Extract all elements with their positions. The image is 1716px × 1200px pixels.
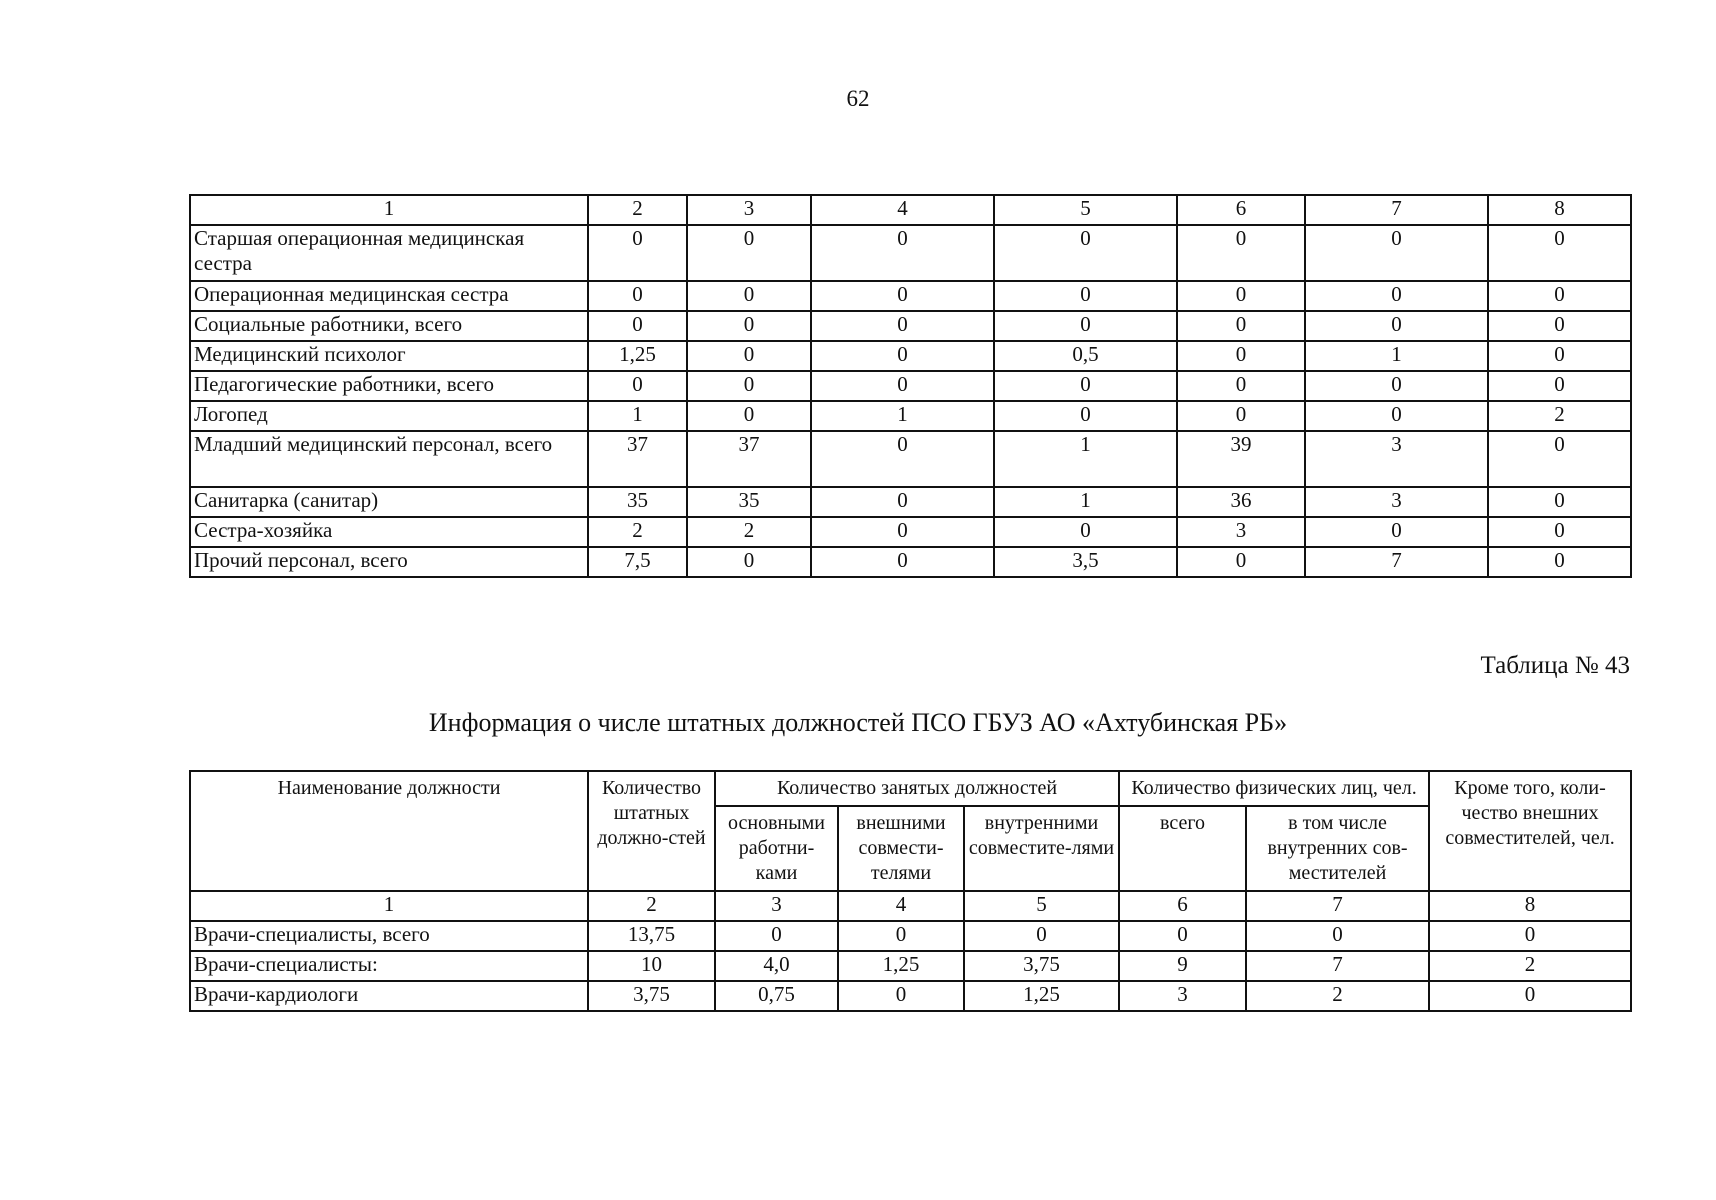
value-cell: 0 <box>811 371 994 401</box>
column-number: 1 <box>190 891 588 921</box>
value-cell: 0 <box>1305 225 1488 281</box>
table-row <box>190 517 1631 547</box>
table-row <box>190 921 1631 951</box>
column-number: 6 <box>1119 891 1246 921</box>
column-number-row <box>190 891 1631 921</box>
value-cell: 7 <box>1246 951 1429 981</box>
value-cell: 3 <box>1177 517 1305 547</box>
value-cell: 9 <box>1119 951 1246 981</box>
value-cell: 36 <box>1177 487 1305 517</box>
table-row <box>190 281 1631 311</box>
value-cell: 0 <box>811 311 994 341</box>
value-cell: 0 <box>1429 981 1631 1011</box>
column-number: 8 <box>1488 195 1631 225</box>
column-number: 5 <box>994 195 1177 225</box>
value-cell: 0 <box>1488 311 1631 341</box>
header-by-internal-part-timers: внутренними совместите-лями <box>964 806 1119 891</box>
column-number: 1 <box>190 195 588 225</box>
value-cell: 0 <box>811 517 994 547</box>
value-cell: 0 <box>687 341 811 371</box>
value-cell: 0 <box>838 921 964 951</box>
value-cell: 0 <box>811 547 994 577</box>
value-cell: 0,5 <box>994 341 1177 371</box>
value-cell: 3 <box>1119 981 1246 1011</box>
value-cell: 2 <box>588 517 687 547</box>
table-row <box>190 225 1631 281</box>
value-cell: 0 <box>687 371 811 401</box>
value-cell: 0 <box>994 225 1177 281</box>
position-name-cell: Санитарка (санитар) <box>190 487 588 517</box>
value-cell: 0 <box>994 517 1177 547</box>
value-cell: 2 <box>1488 401 1631 431</box>
value-cell: 0 <box>1177 281 1305 311</box>
column-number: 3 <box>687 195 811 225</box>
value-cell: 0 <box>687 547 811 577</box>
header-individuals-total: всего <box>1119 806 1246 891</box>
value-cell: 0 <box>1246 921 1429 951</box>
value-cell: 0 <box>588 225 687 281</box>
staff-positions-table-43 <box>189 770 1632 1012</box>
value-cell: 0 <box>1177 401 1305 431</box>
value-cell: 0 <box>588 311 687 341</box>
value-cell: 2 <box>687 517 811 547</box>
value-cell: 3,75 <box>964 951 1119 981</box>
value-cell: 0 <box>994 401 1177 431</box>
value-cell: 1 <box>994 431 1177 487</box>
column-number: 2 <box>588 195 687 225</box>
value-cell: 0 <box>838 981 964 1011</box>
table-row <box>190 951 1631 981</box>
value-cell: 0 <box>994 281 1177 311</box>
value-cell: 39 <box>1177 431 1305 487</box>
table-row <box>190 981 1631 1011</box>
header-position-name: Наименование должности <box>190 771 588 891</box>
header-external-part-timers-count: Кроме того, коли-чество внешних совместителей, чел. <box>1429 771 1631 891</box>
table-row <box>190 401 1631 431</box>
value-cell: 0 <box>811 225 994 281</box>
value-cell: 2 <box>1429 951 1631 981</box>
value-cell: 37 <box>687 431 811 487</box>
column-number: 3 <box>715 891 838 921</box>
value-cell: 0 <box>1177 225 1305 281</box>
column-number: 5 <box>964 891 1119 921</box>
column-number: 4 <box>838 891 964 921</box>
value-cell: 0 <box>687 281 811 311</box>
position-name-cell: Врачи-специалисты, всего <box>190 921 588 951</box>
table-caption: Таблица № 43 <box>1480 652 1630 679</box>
value-cell: 13,75 <box>588 921 715 951</box>
value-cell: 0 <box>1177 371 1305 401</box>
column-number: 2 <box>588 891 715 921</box>
column-number: 6 <box>1177 195 1305 225</box>
position-name-cell: Операционная медицинская сестра <box>190 281 588 311</box>
value-cell: 1,25 <box>964 981 1119 1011</box>
table-row <box>190 431 1631 487</box>
value-cell: 0 <box>964 921 1119 951</box>
position-name-cell: Педагогические работники, всего <box>190 371 588 401</box>
value-cell: 0 <box>1177 547 1305 577</box>
value-cell: 0 <box>1119 921 1246 951</box>
value-cell: 0 <box>994 311 1177 341</box>
value-cell: 3,5 <box>994 547 1177 577</box>
position-name-cell: Сестра-хозяйка <box>190 517 588 547</box>
position-name-cell: Младший медицинский персонал, всего <box>190 431 588 487</box>
value-cell: 0 <box>1488 431 1631 487</box>
table-row <box>190 371 1631 401</box>
value-cell: 7 <box>1305 547 1488 577</box>
value-cell: 0 <box>1488 517 1631 547</box>
value-cell: 0 <box>1488 341 1631 371</box>
table-title: Информация о числе штатных должностей ПСО ГБУЗ АО «Ахтубинская РБ» <box>428 708 1288 737</box>
value-cell: 0 <box>715 921 838 951</box>
value-cell: 0 <box>1429 921 1631 951</box>
header-row <box>190 771 1631 806</box>
value-cell: 35 <box>687 487 811 517</box>
header-by-main-workers: основными работни-ками <box>715 806 838 891</box>
value-cell: 1 <box>994 487 1177 517</box>
header-individuals: Количество физических лиц, чел. <box>1119 771 1429 806</box>
value-cell: 1 <box>811 401 994 431</box>
value-cell: 0 <box>588 281 687 311</box>
column-number: 7 <box>1246 891 1429 921</box>
column-number: 7 <box>1305 195 1488 225</box>
header-staff-positions: Количество штатных должно-стей <box>588 771 715 891</box>
value-cell: 0 <box>1488 225 1631 281</box>
value-cell: 0 <box>687 225 811 281</box>
header-by-external-part-timers: внешними совмести-телями <box>838 806 964 891</box>
position-name-cell: Старшая операционная медицинская сестра <box>190 225 588 281</box>
column-number: 4 <box>811 195 994 225</box>
value-cell: 0 <box>1488 371 1631 401</box>
value-cell: 3 <box>1305 431 1488 487</box>
value-cell: 0 <box>588 371 687 401</box>
page-number: 62 <box>846 86 870 111</box>
value-cell: 0 <box>687 311 811 341</box>
value-cell: 0 <box>811 431 994 487</box>
value-cell: 1 <box>588 401 687 431</box>
position-name-cell: Врачи-специалисты: <box>190 951 588 981</box>
column-number: 8 <box>1429 891 1631 921</box>
value-cell: 0 <box>1177 311 1305 341</box>
value-cell: 0 <box>1488 487 1631 517</box>
table-row <box>190 547 1631 577</box>
position-name-cell: Медицинский психолог <box>190 341 588 371</box>
position-name-cell: Прочий персонал, всего <box>190 547 588 577</box>
value-cell: 3 <box>1305 487 1488 517</box>
value-cell: 4,0 <box>715 951 838 981</box>
value-cell: 0,75 <box>715 981 838 1011</box>
value-cell: 0 <box>811 487 994 517</box>
value-cell: 7,5 <box>588 547 687 577</box>
value-cell: 0 <box>1488 547 1631 577</box>
value-cell: 1,25 <box>588 341 687 371</box>
value-cell: 1,25 <box>838 951 964 981</box>
value-cell: 0 <box>1305 517 1488 547</box>
value-cell: 0 <box>1305 311 1488 341</box>
value-cell: 0 <box>994 371 1177 401</box>
continued-staff-table <box>189 194 1632 578</box>
header-including-internal: в том числе внутренних сов-местителей <box>1246 806 1429 891</box>
table-row <box>190 311 1631 341</box>
value-cell: 0 <box>1177 341 1305 371</box>
position-name-cell: Врачи-кардиологи <box>190 981 588 1011</box>
value-cell: 0 <box>811 341 994 371</box>
value-cell: 0 <box>1305 371 1488 401</box>
value-cell: 0 <box>687 401 811 431</box>
value-cell: 35 <box>588 487 687 517</box>
value-cell: 3,75 <box>588 981 715 1011</box>
value-cell: 37 <box>588 431 687 487</box>
value-cell: 0 <box>1305 401 1488 431</box>
position-name-cell: Логопед <box>190 401 588 431</box>
value-cell: 0 <box>1305 281 1488 311</box>
value-cell: 0 <box>811 281 994 311</box>
value-cell: 10 <box>588 951 715 981</box>
value-cell: 2 <box>1246 981 1429 1011</box>
value-cell: 1 <box>1305 341 1488 371</box>
table-row <box>190 341 1631 371</box>
position-name-cell: Социальные работники, всего <box>190 311 588 341</box>
header-occupied-positions: Количество занятых должностей <box>715 771 1119 806</box>
table-row <box>190 487 1631 517</box>
column-number-row <box>190 195 1631 225</box>
value-cell: 0 <box>1488 281 1631 311</box>
